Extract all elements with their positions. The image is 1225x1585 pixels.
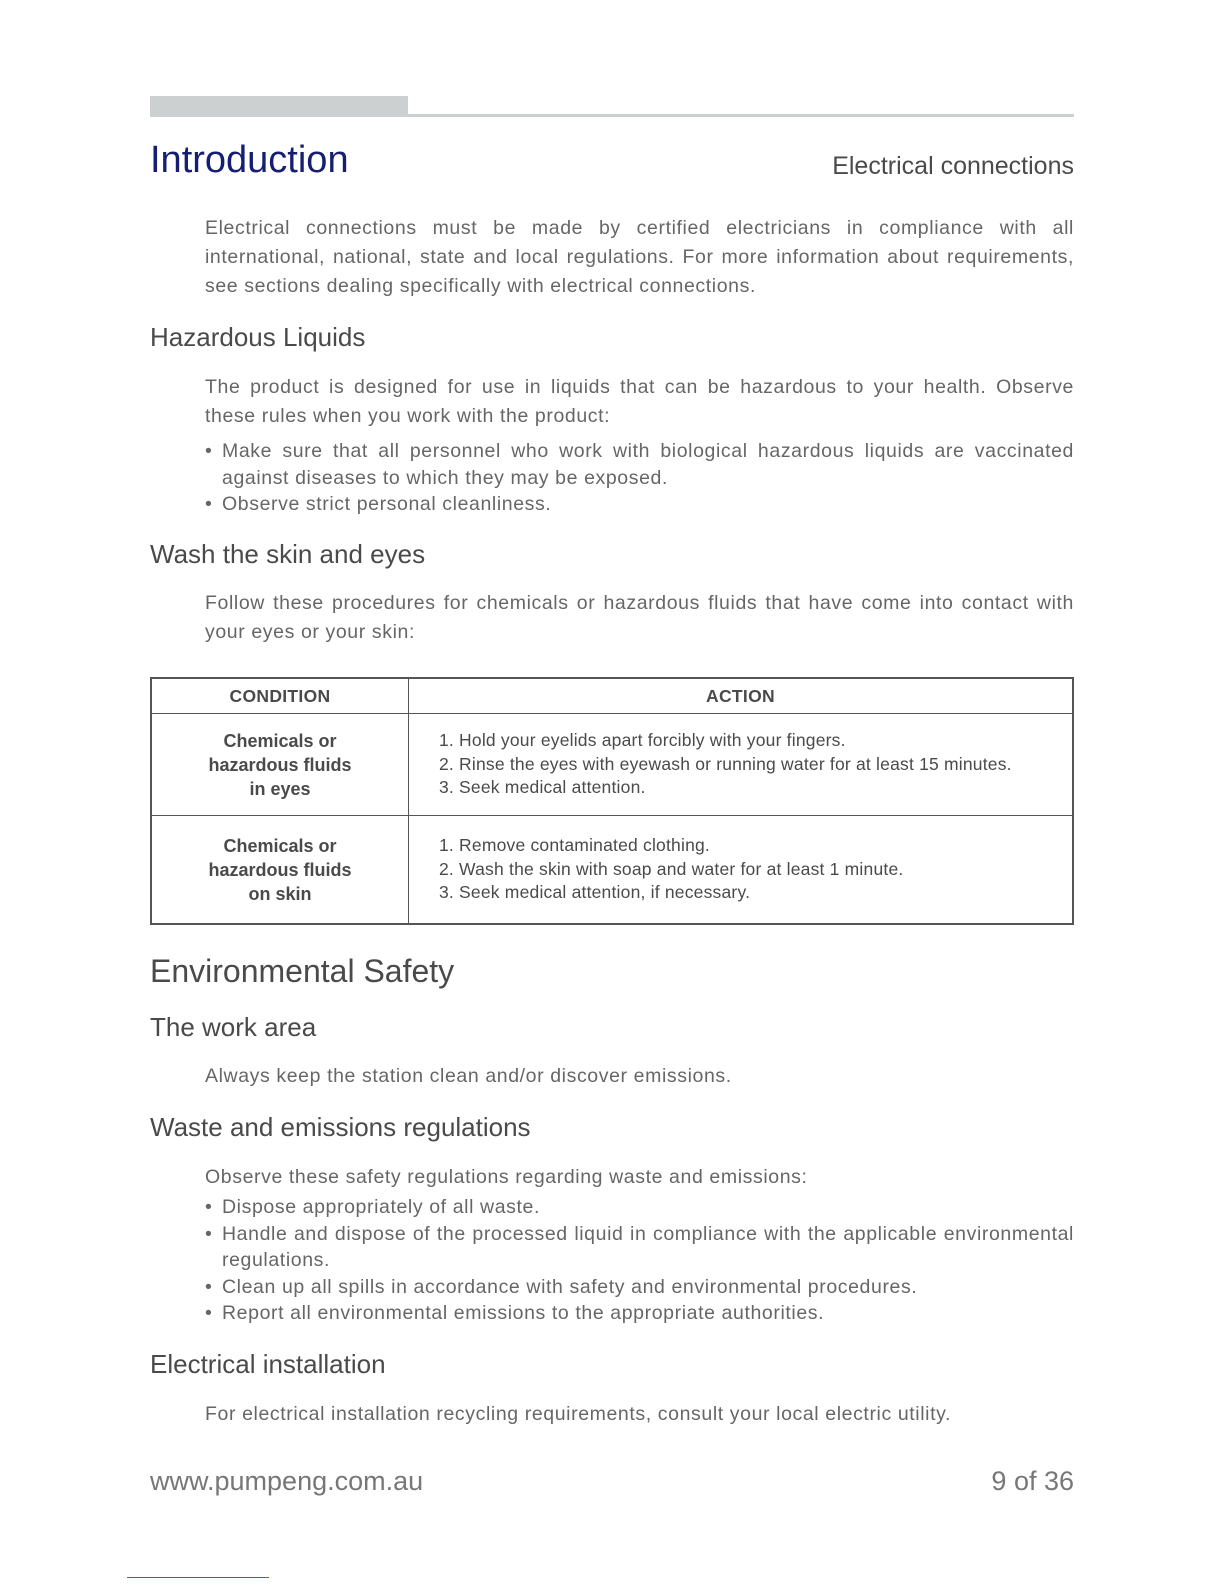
waste-paragraph: Observe these safety regulations regarding waste and emissions: (205, 1166, 808, 1188)
column-header-condition: CONDITION (151, 678, 409, 714)
action-step: 1. Remove contaminated clothing. (439, 835, 710, 856)
condition-cell (151, 714, 409, 816)
list-item: • Dispose appropriately of all waste. (205, 1194, 1074, 1221)
work-area-heading: The work area (150, 1012, 317, 1042)
action-steps (439, 729, 1072, 800)
list-item: • Handle and dispose of the processed liquid in compliance with the applicable environmental regulations. (205, 1221, 1074, 1274)
hazardous-bullet-list (205, 438, 1074, 518)
work-area-paragraph: Always keep the station clean and/or discover emissions. (205, 1065, 732, 1087)
electrical-installation-paragraph: For electrical installation recycling requirements, consult your local electric utility. (205, 1403, 952, 1425)
action-cell (409, 714, 1074, 816)
electrical-installation-heading: Electrical installation (150, 1349, 386, 1379)
table-row (151, 714, 1073, 816)
table-row (151, 816, 1073, 925)
action-step: 2. Wash the skin with soap and water for at least 1 minute. (439, 858, 904, 879)
footer-url: www.pumpeng.com.au (150, 1466, 424, 1496)
list-item: • Make sure that all personnel who work with biological hazardous liquids are vaccinated against diseases to which they may be exposed. (205, 438, 1074, 491)
condition-line: Chemicals or (223, 730, 337, 751)
condition-action-table (150, 677, 1074, 925)
condition-line: hazardous fluids (208, 859, 352, 880)
header-rule-thin (408, 114, 1074, 117)
table-header-row (151, 678, 1073, 714)
action-step: 3. Seek medical attention, if necessary. (439, 882, 751, 903)
condition-line: hazardous fluids (208, 754, 352, 775)
bottom-link-underline (127, 1577, 269, 1578)
chapter-title: Introduction (150, 139, 349, 181)
condition-cell (151, 816, 409, 925)
wash-heading: Wash the skin and eyes (150, 539, 426, 569)
action-steps (439, 834, 1072, 905)
list-item: • Clean up all spills in accordance with safety and environmental procedures. (205, 1274, 1074, 1301)
condition-line: Chemicals or (223, 835, 337, 856)
action-step: 1. Hold your eyelids apart forcibly with your fingers. (439, 730, 846, 751)
list-item: • Observe strict personal cleanliness. (205, 491, 1074, 518)
hazardous-paragraph: The product is designed for use in liquids that can be hazardous to your health. Observe these rules when you work with the product: (205, 376, 1074, 427)
waste-heading: Waste and emissions regulations (150, 1112, 531, 1142)
action-step: 3. Seek medical attention. (439, 777, 646, 798)
wash-paragraph: Follow these procedures for chemicals or hazardous fluids that have come into contact with your eyes or your skin: (205, 592, 1074, 643)
column-header-action: ACTION (409, 678, 1074, 714)
action-step: 2. Rinse the eyes with eyewash or running water for at least 15 minutes. (439, 753, 1012, 774)
page-number: 9 of 36 (991, 1466, 1074, 1496)
environmental-safety-heading: Environmental Safety (150, 953, 455, 989)
condition-line: in eyes (249, 778, 311, 799)
waste-bullet-list (205, 1194, 1074, 1327)
intro-paragraph: Electrical connections must be made by certified electricians in compliance with all international, national, state and local regulations. For more information about requirements, see sections dealing specifically with electrical connections. (205, 217, 1074, 297)
hazardous-liquids-heading: Hazardous Liquids (150, 322, 366, 352)
action-cell (409, 816, 1074, 925)
list-item: • Report all environmental emissions to the appropriate authorities. (205, 1300, 1074, 1327)
condition-line: on skin (248, 883, 312, 904)
section-topic: Electrical connections (832, 152, 1074, 180)
header-rule-thick (150, 96, 408, 117)
